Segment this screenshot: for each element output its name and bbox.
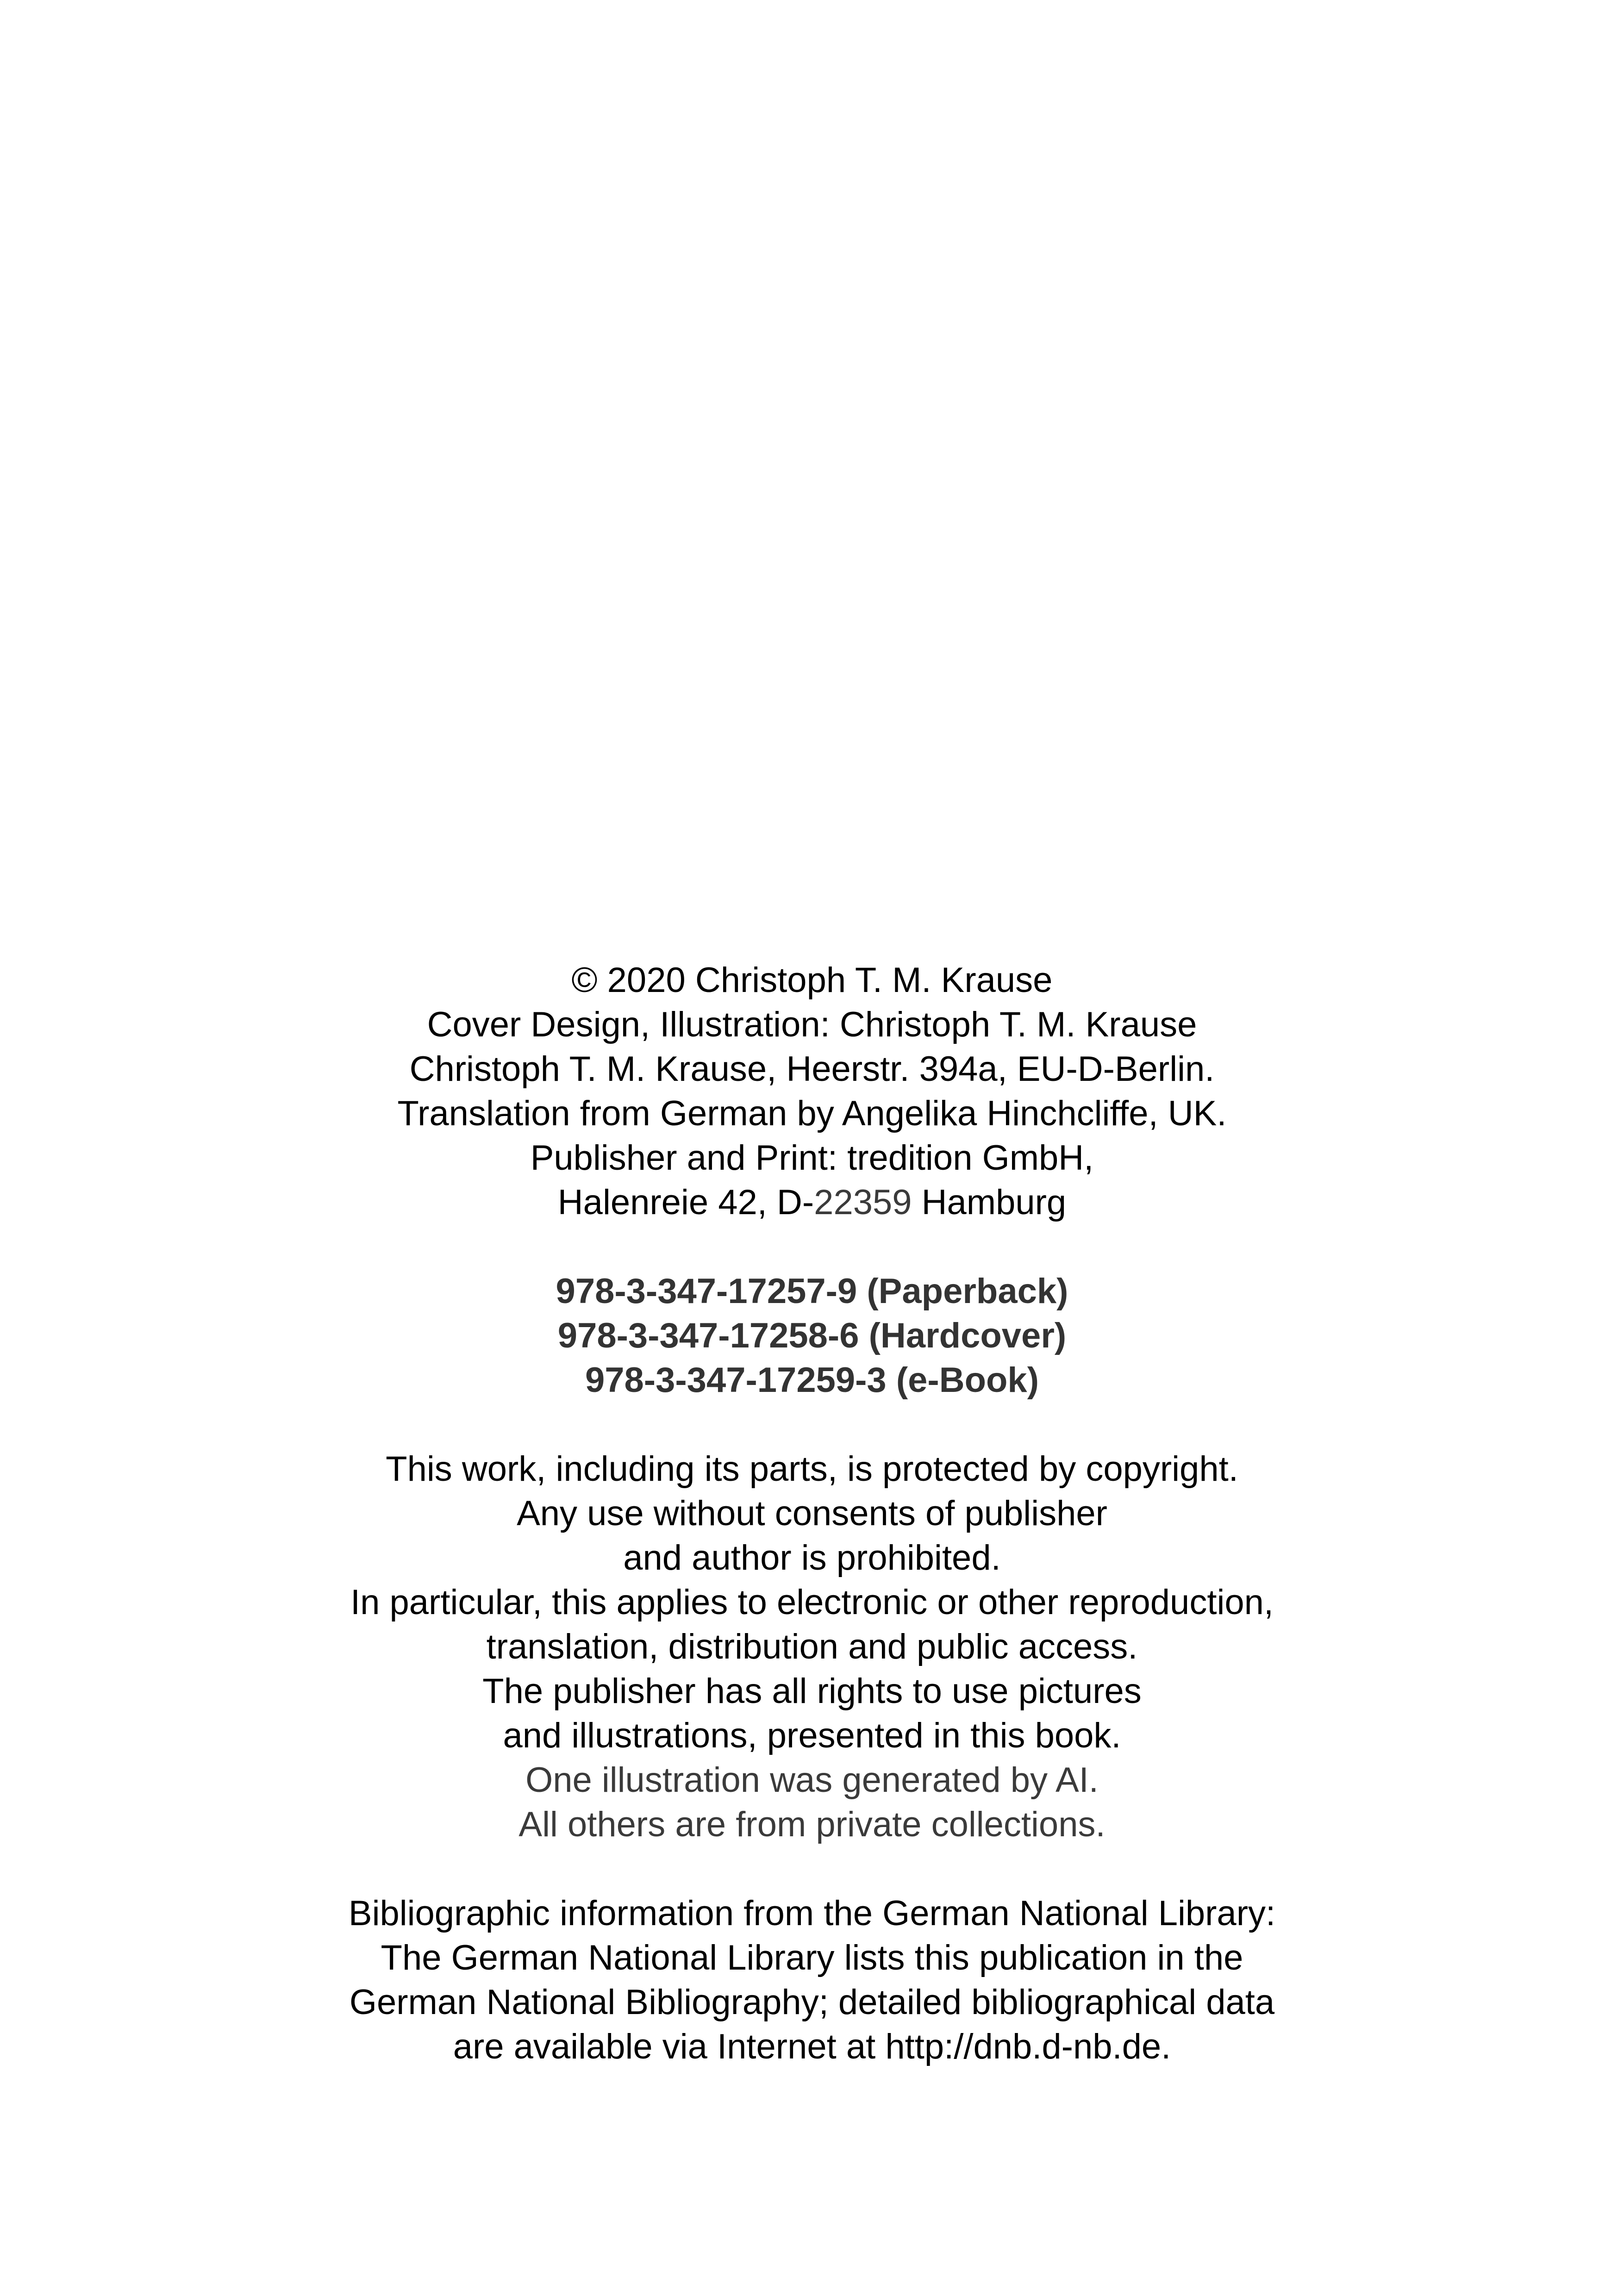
rights-line: and illustrations, presented in this book. bbox=[503, 1716, 1121, 1755]
spacer bbox=[0, 1847, 1624, 1891]
isbn-paperback: 978-3-347-17257-9 (Paperback) bbox=[556, 1272, 1068, 1311]
publisher-address-line bbox=[0, 1180, 1624, 1225]
imprint-text bbox=[0, 958, 1624, 2069]
rights-line: This work, including its parts, is protected by copyright. bbox=[386, 1449, 1238, 1489]
translation-line: Translation from German by Angelika Hinchcliffe, UK. bbox=[397, 1094, 1227, 1133]
bibliographic-info bbox=[0, 1891, 1624, 2069]
bibliographic-line: Bibliographic information from the German National Library: bbox=[348, 1894, 1276, 1933]
bibliographic-line: German National Bibliography; detailed bibliographical data bbox=[349, 1983, 1275, 2022]
cover-design-line: Cover Design, Illustration: Christoph T. M. Krause bbox=[427, 1005, 1197, 1044]
bibliographic-line: The German National Library lists this publication in the bbox=[381, 1938, 1243, 1977]
rights-line: translation, distribution and public access. bbox=[486, 1627, 1138, 1666]
isbn-hardcover: 978-3-347-17258-6 (Hardcover) bbox=[557, 1316, 1067, 1355]
isbn-list bbox=[0, 1269, 1624, 1403]
rights-line: and author is prohibited. bbox=[623, 1538, 1001, 1578]
copyright-line: © 2020 Christoph T. M. Krause bbox=[571, 960, 1053, 1000]
spacer bbox=[0, 1225, 1624, 1269]
rights-line: In particular, this applies to electronic or other reproduction, bbox=[350, 1583, 1274, 1622]
isbn-ebook: 978-3-347-17259-3 (e-Book) bbox=[585, 1360, 1039, 1400]
author-address-line: Christoph T. M. Krause, Heerstr. 394a, EU-D-Berlin. bbox=[409, 1049, 1215, 1089]
spacer bbox=[0, 1403, 1624, 1447]
rights-line: The publisher has all rights to use pictures bbox=[482, 1671, 1142, 1711]
bibliographic-line: are available via Internet at http://dnb.d-nb.de. bbox=[453, 2027, 1171, 2066]
ai-illustration-note: One illustration was generated by AI. bbox=[525, 1760, 1099, 1800]
rights-notice bbox=[0, 1447, 1624, 1847]
imprint-credits bbox=[0, 958, 1624, 1225]
publisher-street: Halenreie 42, D- bbox=[557, 1183, 814, 1222]
publisher-line: Publisher and Print: tredition GmbH, bbox=[530, 1138, 1094, 1178]
rights-line: Any use without consents of publisher bbox=[517, 1494, 1107, 1533]
publisher-city: Hamburg bbox=[912, 1183, 1067, 1222]
private-collections-note: All others are from private collections. bbox=[518, 1805, 1106, 1844]
publisher-postcode: 22359 bbox=[814, 1183, 912, 1222]
